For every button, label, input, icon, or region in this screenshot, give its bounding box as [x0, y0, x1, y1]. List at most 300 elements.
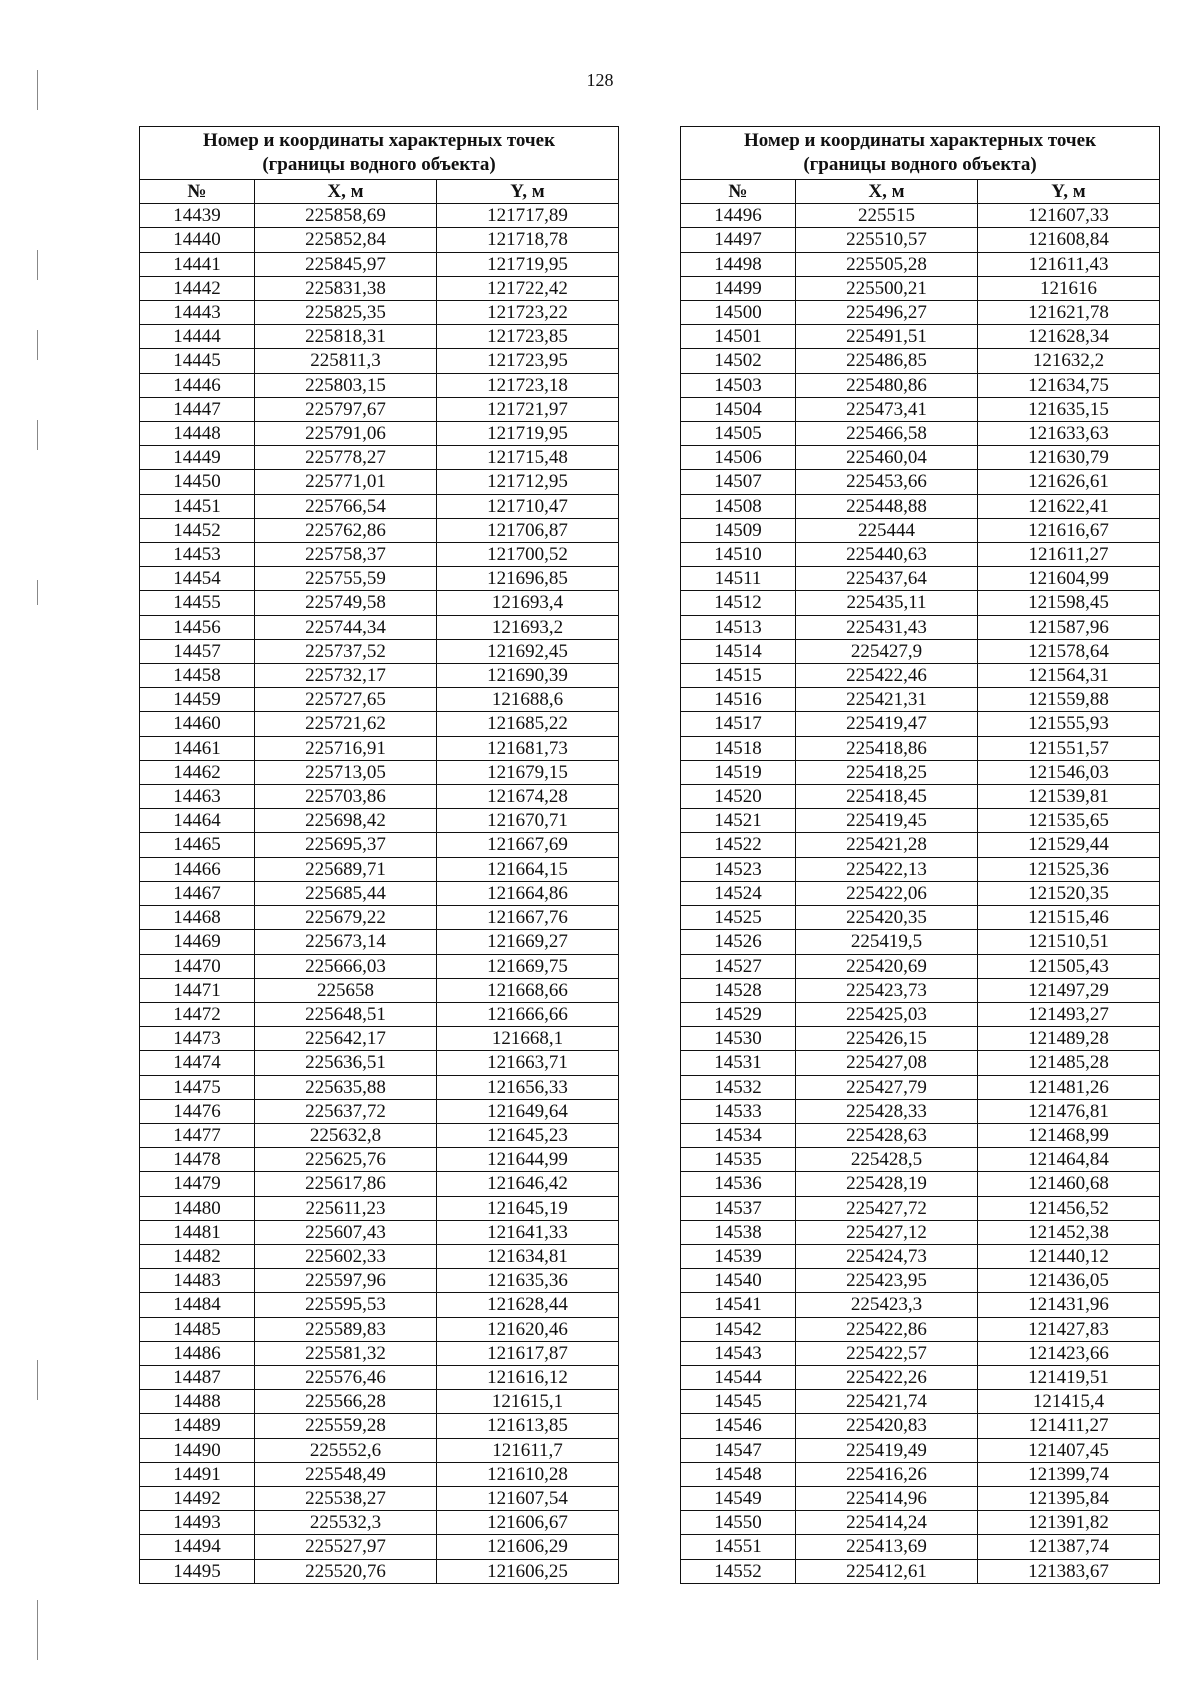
table-row [681, 349, 1160, 373]
cell-y-coordinate: 121391,82 [977, 1511, 1159, 1535]
coordinates-table-right [680, 126, 1160, 1584]
cell-point-number: 14509 [681, 518, 796, 542]
table-row [681, 809, 1160, 833]
table-row [681, 1317, 1160, 1341]
table-row [140, 881, 619, 905]
cell-point-number: 14480 [140, 1196, 255, 1220]
cell-point-number: 14538 [681, 1220, 796, 1244]
cell-y-coordinate: 121411,27 [977, 1414, 1159, 1438]
cell-point-number: 14459 [140, 688, 255, 712]
cell-x-coordinate: 225666,03 [254, 954, 436, 978]
table-row [681, 1123, 1160, 1147]
cell-point-number: 14516 [681, 688, 796, 712]
table-row [681, 954, 1160, 978]
cell-y-coordinate: 121515,46 [977, 906, 1159, 930]
column-header-number: № [140, 180, 255, 204]
table-row [140, 1220, 619, 1244]
cell-x-coordinate: 225679,22 [254, 906, 436, 930]
table-row [140, 1002, 619, 1026]
cell-y-coordinate: 121696,85 [436, 567, 618, 591]
cell-y-coordinate: 121644,99 [436, 1148, 618, 1172]
cell-y-coordinate: 121505,43 [977, 954, 1159, 978]
cell-y-coordinate: 121539,81 [977, 785, 1159, 809]
scan-margin-mark [37, 1600, 38, 1660]
cell-x-coordinate: 225418,86 [795, 736, 977, 760]
cell-x-coordinate: 225435,11 [795, 591, 977, 615]
table-row [140, 1196, 619, 1220]
cell-point-number: 14507 [681, 470, 796, 494]
cell-y-coordinate: 121664,86 [436, 881, 618, 905]
cell-y-coordinate: 121693,4 [436, 591, 618, 615]
table-caption [140, 127, 619, 180]
cell-x-coordinate: 225444 [795, 518, 977, 542]
cell-x-coordinate: 225427,79 [795, 1075, 977, 1099]
cell-x-coordinate: 225595,53 [254, 1293, 436, 1317]
cell-point-number: 14463 [140, 785, 255, 809]
table-row [681, 1535, 1160, 1559]
cell-point-number: 14539 [681, 1244, 796, 1268]
cell-x-coordinate: 225419,45 [795, 809, 977, 833]
table-row [140, 760, 619, 784]
cell-point-number: 14494 [140, 1535, 255, 1559]
coordinates-table-left [139, 126, 619, 1584]
table-row [681, 930, 1160, 954]
cell-point-number: 14469 [140, 930, 255, 954]
cell-x-coordinate: 225648,51 [254, 1002, 436, 1026]
cell-x-coordinate: 225803,15 [254, 373, 436, 397]
cell-y-coordinate: 121723,18 [436, 373, 618, 397]
cell-y-coordinate: 121667,76 [436, 906, 618, 930]
table-row [681, 1244, 1160, 1268]
cell-y-coordinate: 121407,45 [977, 1438, 1159, 1462]
table-row [140, 688, 619, 712]
cell-x-coordinate: 225496,27 [795, 301, 977, 325]
cell-point-number: 14508 [681, 494, 796, 518]
table-caption-line2: (границы водного объекта) [262, 154, 496, 175]
cell-x-coordinate: 225427,9 [795, 639, 977, 663]
table-row [140, 978, 619, 1002]
cell-point-number: 14486 [140, 1341, 255, 1365]
cell-y-coordinate: 121452,38 [977, 1220, 1159, 1244]
cell-x-coordinate: 225576,46 [254, 1365, 436, 1389]
cell-y-coordinate: 121620,46 [436, 1317, 618, 1341]
cell-y-coordinate: 121616,67 [977, 518, 1159, 542]
cell-y-coordinate: 121468,99 [977, 1123, 1159, 1147]
table-row [681, 688, 1160, 712]
cell-point-number: 14448 [140, 422, 255, 446]
table-row [681, 470, 1160, 494]
cell-point-number: 14461 [140, 736, 255, 760]
table-row [140, 1099, 619, 1123]
cell-x-coordinate: 225755,59 [254, 567, 436, 591]
cell-x-coordinate: 225419,49 [795, 1438, 977, 1462]
cell-point-number: 14462 [140, 760, 255, 784]
cell-x-coordinate: 225831,38 [254, 276, 436, 300]
cell-y-coordinate: 121656,33 [436, 1075, 618, 1099]
cell-x-coordinate: 225421,28 [795, 833, 977, 857]
cell-x-coordinate: 225413,69 [795, 1535, 977, 1559]
cell-point-number: 14470 [140, 954, 255, 978]
cell-y-coordinate: 121606,25 [436, 1559, 618, 1583]
cell-point-number: 14541 [681, 1293, 796, 1317]
cell-y-coordinate: 121663,71 [436, 1051, 618, 1075]
cell-x-coordinate: 225423,95 [795, 1269, 977, 1293]
cell-x-coordinate: 225422,86 [795, 1317, 977, 1341]
cell-y-coordinate: 121608,84 [977, 228, 1159, 252]
table-row [140, 446, 619, 470]
table-row [681, 1438, 1160, 1462]
cell-x-coordinate: 225625,76 [254, 1148, 436, 1172]
cell-point-number: 14498 [681, 252, 796, 276]
cell-x-coordinate: 225825,35 [254, 301, 436, 325]
cell-x-coordinate: 225425,03 [795, 1002, 977, 1026]
cell-y-coordinate: 121607,54 [436, 1486, 618, 1510]
table-row [140, 301, 619, 325]
cell-point-number: 14449 [140, 446, 255, 470]
cell-x-coordinate: 225744,34 [254, 615, 436, 639]
table-row [681, 978, 1160, 1002]
cell-point-number: 14515 [681, 664, 796, 688]
cell-y-coordinate: 121520,35 [977, 881, 1159, 905]
table-row [140, 1317, 619, 1341]
cell-y-coordinate: 121710,47 [436, 494, 618, 518]
cell-y-coordinate: 121464,84 [977, 1148, 1159, 1172]
cell-point-number: 14510 [681, 543, 796, 567]
cell-point-number: 14456 [140, 615, 255, 639]
cell-x-coordinate: 225419,47 [795, 712, 977, 736]
table-row [140, 1172, 619, 1196]
cell-y-coordinate: 121666,66 [436, 1002, 618, 1026]
cell-x-coordinate: 225791,06 [254, 422, 436, 446]
cell-x-coordinate: 225632,8 [254, 1123, 436, 1147]
table-row [140, 833, 619, 857]
cell-y-coordinate: 121497,29 [977, 978, 1159, 1002]
cell-y-coordinate: 121535,65 [977, 809, 1159, 833]
cell-y-coordinate: 121717,89 [436, 204, 618, 228]
cell-point-number: 14497 [681, 228, 796, 252]
cell-point-number: 14454 [140, 567, 255, 591]
cell-y-coordinate: 121670,71 [436, 809, 618, 833]
cell-point-number: 14522 [681, 833, 796, 857]
cell-point-number: 14442 [140, 276, 255, 300]
table-caption-line2: (границы водного объекта) [803, 154, 1037, 175]
cell-y-coordinate: 121721,97 [436, 397, 618, 421]
cell-x-coordinate: 225635,88 [254, 1075, 436, 1099]
cell-x-coordinate: 225713,05 [254, 760, 436, 784]
cell-y-coordinate: 121621,78 [977, 301, 1159, 325]
cell-point-number: 14457 [140, 639, 255, 663]
cell-x-coordinate: 225428,63 [795, 1123, 977, 1147]
cell-point-number: 14528 [681, 978, 796, 1002]
table-row [681, 228, 1160, 252]
cell-y-coordinate: 121685,22 [436, 712, 618, 736]
table-row [681, 1341, 1160, 1365]
cell-point-number: 14537 [681, 1196, 796, 1220]
cell-y-coordinate: 121546,03 [977, 760, 1159, 784]
cell-x-coordinate: 225422,57 [795, 1341, 977, 1365]
table-row [140, 567, 619, 591]
scan-margin-mark [37, 580, 38, 605]
cell-point-number: 14514 [681, 639, 796, 663]
cell-y-coordinate: 121525,36 [977, 857, 1159, 881]
table-row [681, 1075, 1160, 1099]
table-row [681, 1220, 1160, 1244]
table-row [140, 1341, 619, 1365]
cell-point-number: 14532 [681, 1075, 796, 1099]
cell-x-coordinate: 225414,96 [795, 1486, 977, 1510]
table-row [140, 736, 619, 760]
cell-y-coordinate: 121616 [977, 276, 1159, 300]
cell-x-coordinate: 225658 [254, 978, 436, 1002]
cell-y-coordinate: 121723,22 [436, 301, 618, 325]
cell-point-number: 14466 [140, 857, 255, 881]
table-body [681, 204, 1160, 1584]
cell-y-coordinate: 121476,81 [977, 1099, 1159, 1123]
cell-x-coordinate: 225448,88 [795, 494, 977, 518]
cell-x-coordinate: 225437,64 [795, 567, 977, 591]
table-row [140, 349, 619, 373]
cell-point-number: 14458 [140, 664, 255, 688]
cell-point-number: 14493 [140, 1511, 255, 1535]
cell-x-coordinate: 225637,72 [254, 1099, 436, 1123]
table-row [681, 760, 1160, 784]
cell-x-coordinate: 225858,69 [254, 204, 436, 228]
table-row [681, 857, 1160, 881]
cell-point-number: 14460 [140, 712, 255, 736]
cell-point-number: 14452 [140, 518, 255, 542]
table-row [140, 591, 619, 615]
cell-point-number: 14551 [681, 1535, 796, 1559]
cell-x-coordinate: 225440,63 [795, 543, 977, 567]
cell-point-number: 14484 [140, 1293, 255, 1317]
cell-y-coordinate: 121485,28 [977, 1051, 1159, 1075]
cell-y-coordinate: 121431,96 [977, 1293, 1159, 1317]
column-header-x: X, м [795, 180, 977, 204]
table-row [681, 422, 1160, 446]
cell-point-number: 14517 [681, 712, 796, 736]
cell-x-coordinate: 225428,33 [795, 1099, 977, 1123]
cell-y-coordinate: 121690,39 [436, 664, 618, 688]
cell-y-coordinate: 121669,75 [436, 954, 618, 978]
table-row [681, 276, 1160, 300]
cell-x-coordinate: 225505,28 [795, 252, 977, 276]
cell-point-number: 14548 [681, 1462, 796, 1486]
cell-y-coordinate: 121633,63 [977, 422, 1159, 446]
cell-point-number: 14545 [681, 1390, 796, 1414]
cell-y-coordinate: 121587,96 [977, 615, 1159, 639]
table-row [681, 736, 1160, 760]
table-row [681, 712, 1160, 736]
cell-y-coordinate: 121626,61 [977, 470, 1159, 494]
cell-y-coordinate: 121611,43 [977, 252, 1159, 276]
cell-point-number: 14479 [140, 1172, 255, 1196]
cell-point-number: 14476 [140, 1099, 255, 1123]
table-row [681, 1002, 1160, 1026]
cell-x-coordinate: 225510,57 [795, 228, 977, 252]
table-row [140, 930, 619, 954]
cell-point-number: 14526 [681, 930, 796, 954]
table-row [140, 954, 619, 978]
table-row [140, 1365, 619, 1389]
table-row [140, 1123, 619, 1147]
cell-x-coordinate: 225422,46 [795, 664, 977, 688]
cell-point-number: 14488 [140, 1390, 255, 1414]
cell-x-coordinate: 225566,28 [254, 1390, 436, 1414]
cell-y-coordinate: 121510,51 [977, 930, 1159, 954]
cell-point-number: 14531 [681, 1051, 796, 1075]
cell-point-number: 14524 [681, 881, 796, 905]
cell-point-number: 14521 [681, 809, 796, 833]
cell-y-coordinate: 121693,2 [436, 615, 618, 639]
cell-point-number: 14506 [681, 446, 796, 470]
cell-x-coordinate: 225762,86 [254, 518, 436, 542]
table-row [681, 543, 1160, 567]
cell-x-coordinate: 225552,6 [254, 1438, 436, 1462]
cell-point-number: 14533 [681, 1099, 796, 1123]
cell-x-coordinate: 225818,31 [254, 325, 436, 349]
cell-x-coordinate: 225421,31 [795, 688, 977, 712]
cell-y-coordinate: 121419,51 [977, 1365, 1159, 1389]
cell-x-coordinate: 225766,54 [254, 494, 436, 518]
table-row [140, 228, 619, 252]
cell-x-coordinate: 225685,44 [254, 881, 436, 905]
cell-x-coordinate: 225602,33 [254, 1244, 436, 1268]
cell-y-coordinate: 121598,45 [977, 591, 1159, 615]
cell-point-number: 14482 [140, 1244, 255, 1268]
table-row [681, 833, 1160, 857]
cell-x-coordinate: 225852,84 [254, 228, 436, 252]
cell-y-coordinate: 121634,75 [977, 373, 1159, 397]
cell-x-coordinate: 225589,83 [254, 1317, 436, 1341]
cell-point-number: 14483 [140, 1269, 255, 1293]
cell-point-number: 14535 [681, 1148, 796, 1172]
cell-point-number: 14441 [140, 252, 255, 276]
cell-x-coordinate: 225749,58 [254, 591, 436, 615]
cell-x-coordinate: 225811,3 [254, 349, 436, 373]
table-row [140, 857, 619, 881]
table-row [140, 1244, 619, 1268]
cell-point-number: 14451 [140, 494, 255, 518]
cell-x-coordinate: 225420,69 [795, 954, 977, 978]
cell-point-number: 14518 [681, 736, 796, 760]
cell-x-coordinate: 225532,3 [254, 1511, 436, 1535]
cell-y-coordinate: 121610,28 [436, 1462, 618, 1486]
cell-point-number: 14465 [140, 833, 255, 857]
cell-x-coordinate: 225414,24 [795, 1511, 977, 1535]
cell-y-coordinate: 121668,66 [436, 978, 618, 1002]
cell-y-coordinate: 121688,6 [436, 688, 618, 712]
table-row [140, 1559, 619, 1583]
cell-point-number: 14513 [681, 615, 796, 639]
table-row [681, 639, 1160, 663]
cell-x-coordinate: 225422,26 [795, 1365, 977, 1389]
cell-point-number: 14549 [681, 1486, 796, 1510]
cell-point-number: 14439 [140, 204, 255, 228]
table-row [140, 809, 619, 833]
cell-x-coordinate: 225778,27 [254, 446, 436, 470]
cell-x-coordinate: 225422,13 [795, 857, 977, 881]
cell-point-number: 14542 [681, 1317, 796, 1341]
column-header-y: Y, м [977, 180, 1159, 204]
table-row [140, 1148, 619, 1172]
cell-point-number: 14534 [681, 1123, 796, 1147]
cell-y-coordinate: 121559,88 [977, 688, 1159, 712]
cell-y-coordinate: 121617,87 [436, 1341, 618, 1365]
cell-x-coordinate: 225460,04 [795, 446, 977, 470]
table-row [681, 1148, 1160, 1172]
cell-point-number: 14490 [140, 1438, 255, 1462]
cell-x-coordinate: 225427,12 [795, 1220, 977, 1244]
cell-point-number: 14492 [140, 1486, 255, 1510]
cell-point-number: 14552 [681, 1559, 796, 1583]
cell-y-coordinate: 121427,83 [977, 1317, 1159, 1341]
table-row [140, 1414, 619, 1438]
cell-x-coordinate: 225597,96 [254, 1269, 436, 1293]
cell-y-coordinate: 121700,52 [436, 543, 618, 567]
cell-x-coordinate: 225427,08 [795, 1051, 977, 1075]
cell-y-coordinate: 121436,05 [977, 1269, 1159, 1293]
table-row [681, 1390, 1160, 1414]
cell-y-coordinate: 121613,85 [436, 1414, 618, 1438]
cell-y-coordinate: 121668,1 [436, 1027, 618, 1051]
table-row [140, 639, 619, 663]
cell-x-coordinate: 225486,85 [795, 349, 977, 373]
cell-point-number: 14453 [140, 543, 255, 567]
cell-y-coordinate: 121692,45 [436, 639, 618, 663]
cell-x-coordinate: 225797,67 [254, 397, 436, 421]
cell-point-number: 14519 [681, 760, 796, 784]
table-row [140, 1511, 619, 1535]
cell-point-number: 14530 [681, 1027, 796, 1051]
cell-x-coordinate: 225721,62 [254, 712, 436, 736]
table-row [681, 397, 1160, 421]
cell-y-coordinate: 121481,26 [977, 1075, 1159, 1099]
cell-point-number: 14502 [681, 349, 796, 373]
table-row [681, 1486, 1160, 1510]
cell-x-coordinate: 225527,97 [254, 1535, 436, 1559]
table-row [681, 1293, 1160, 1317]
table-row [140, 1293, 619, 1317]
cell-y-coordinate: 121645,23 [436, 1123, 618, 1147]
cell-x-coordinate: 225491,51 [795, 325, 977, 349]
table-row [681, 1099, 1160, 1123]
cell-y-coordinate: 121456,52 [977, 1196, 1159, 1220]
table-row [140, 664, 619, 688]
cell-point-number: 14468 [140, 906, 255, 930]
cell-point-number: 14536 [681, 1172, 796, 1196]
cell-y-coordinate: 121723,95 [436, 349, 618, 373]
cell-x-coordinate: 225737,52 [254, 639, 436, 663]
cell-x-coordinate: 225428,19 [795, 1172, 977, 1196]
cell-x-coordinate: 225673,14 [254, 930, 436, 954]
cell-y-coordinate: 121706,87 [436, 518, 618, 542]
cell-point-number: 14475 [140, 1075, 255, 1099]
table-body [140, 204, 619, 1584]
cell-x-coordinate: 225418,45 [795, 785, 977, 809]
table-row [681, 1051, 1160, 1075]
table-row [681, 1511, 1160, 1535]
table-row [681, 567, 1160, 591]
table-row [140, 543, 619, 567]
cell-x-coordinate: 225428,5 [795, 1148, 977, 1172]
cell-y-coordinate: 121604,99 [977, 567, 1159, 591]
column-header-number: № [681, 180, 796, 204]
cell-point-number: 14491 [140, 1462, 255, 1486]
cell-y-coordinate: 121551,57 [977, 736, 1159, 760]
cell-x-coordinate: 225421,74 [795, 1390, 977, 1414]
cell-point-number: 14474 [140, 1051, 255, 1075]
cell-point-number: 14485 [140, 1317, 255, 1341]
